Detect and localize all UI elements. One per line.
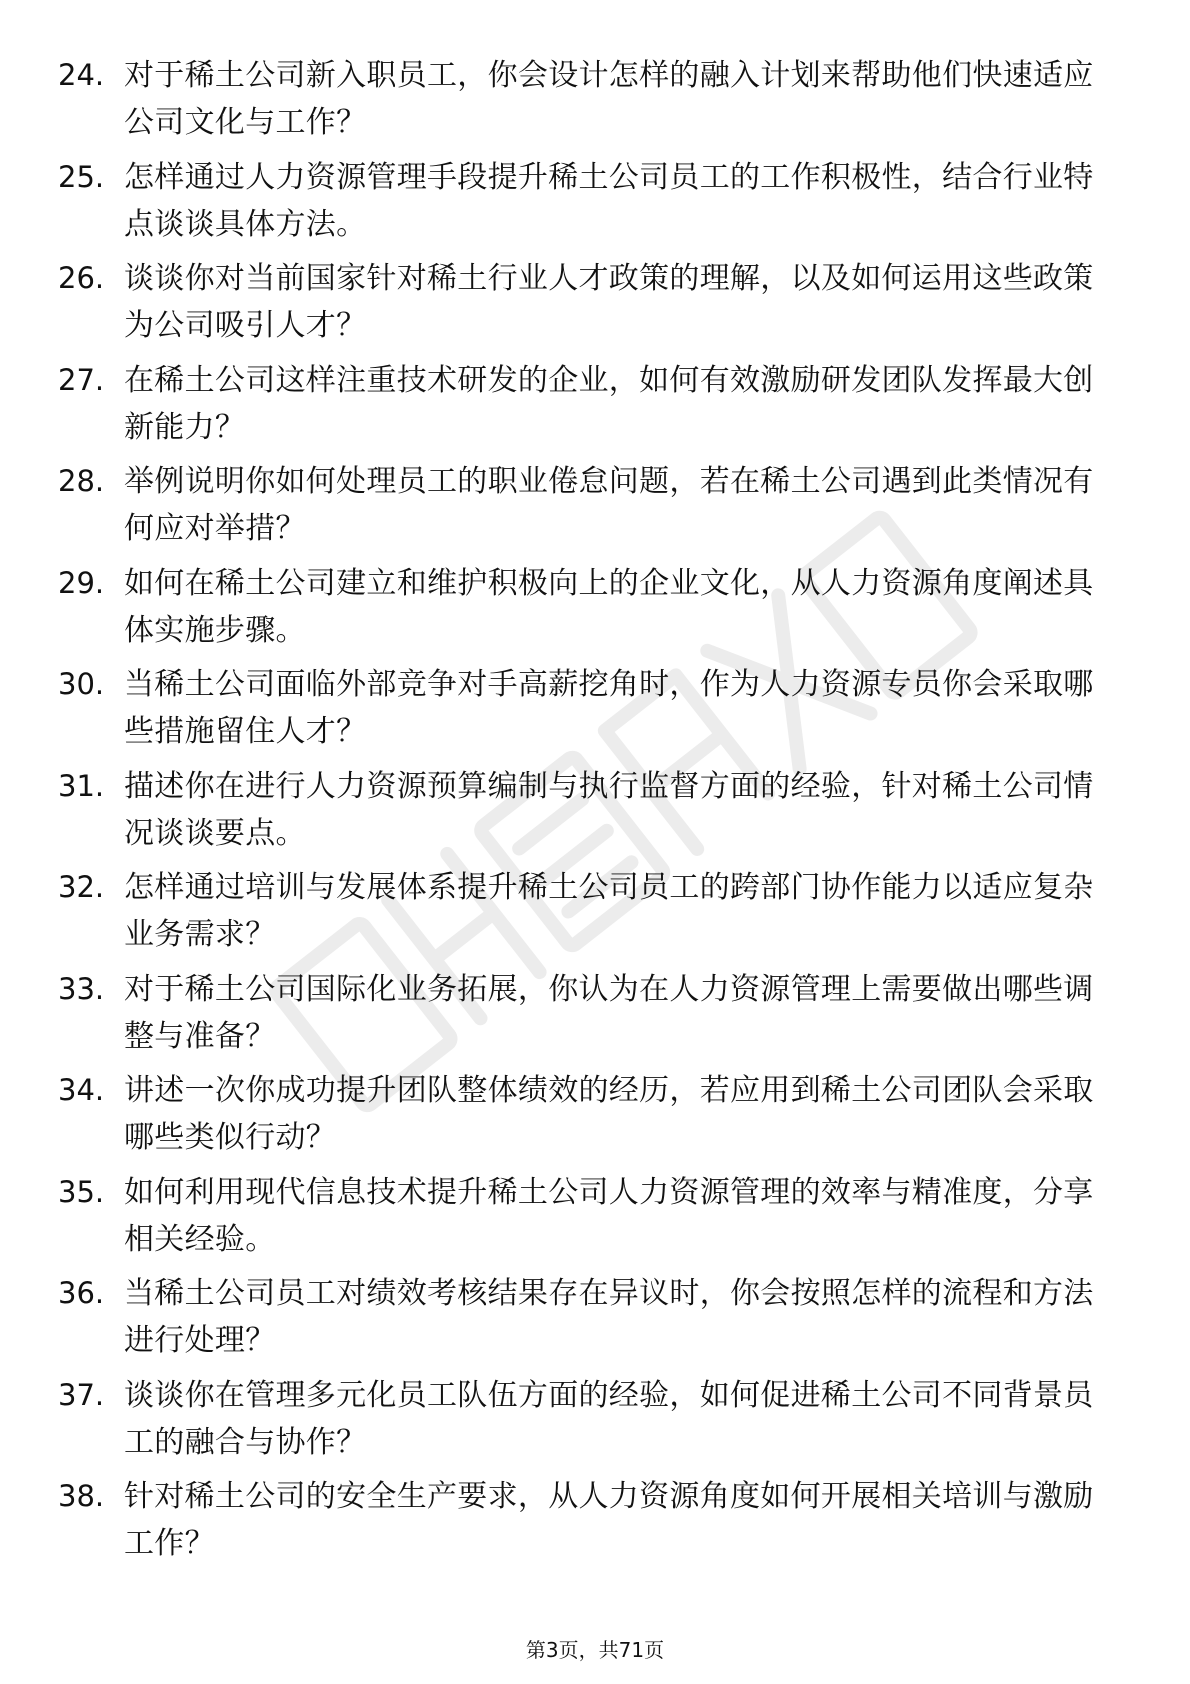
question-text: 谈谈你在管理多元化员工队伍方面的经验，如何促进稀土公司不同背景员工的融合与协作？ — [124, 1377, 1094, 1460]
question-item — [0, 1372, 1190, 1474]
page-number: 第3页，共71页 — [525, 1638, 665, 1662]
question-number: 30. — [58, 667, 105, 701]
question-number: 33. — [58, 971, 105, 1006]
question-text: 对于稀土公司新入职员工，你会设计怎样的融入计划来帮助他们快速适应公司文化与工作？ — [124, 58, 1094, 140]
question-item — [0, 763, 1190, 865]
question-number: 37. — [58, 1377, 105, 1412]
question-item — [0, 1067, 1190, 1169]
question-item — [0, 52, 1190, 154]
question-list — [0, 52, 1190, 1575]
question-text: 怎样通过培训与发展体系提升稀土公司员工的跨部门协作能力以适应复杂业务需求？ — [124, 870, 1094, 952]
question-number: 34. — [58, 1073, 105, 1107]
question-number: 25. — [58, 159, 105, 194]
question-item — [0, 864, 1190, 966]
question-item — [0, 1169, 1190, 1271]
question-number: 32. — [58, 870, 105, 904]
question-item — [0, 458, 1190, 560]
question-text: 在稀土公司这样注重技术研发的企业，如何有效激励研发团队发挥最大创新能力？ — [124, 362, 1094, 445]
question-number: 28. — [58, 464, 105, 498]
question-text: 针对稀土公司的安全生产要求，从人力资源角度如何开展相关培训与激励工作？ — [124, 1479, 1094, 1561]
question-number: 36. — [58, 1276, 105, 1310]
question-text: 对于稀土公司国际化业务拓展，你认为在人力资源管理上需要做出哪些调整与准备？ — [124, 971, 1094, 1054]
question-text: 讲述一次你成功提升团队整体绩效的经历，若应用到稀土公司团队会采取哪些类似行动？ — [124, 1073, 1094, 1155]
question-text: 怎样通过人力资源管理手段提升稀土公司员工的工作积极性，结合行业特点谈谈具体方法。 — [124, 159, 1094, 242]
question-item — [0, 357, 1190, 459]
question-text: 谈谈你对当前国家针对稀土行业人才政策的理解，以及如何运用这些政策为公司吸引人才？ — [124, 261, 1094, 343]
question-number: 26. — [58, 261, 105, 295]
question-text: 当稀土公司员工对绩效考核结果存在异议时，你会按照怎样的流程和方法进行处理？ — [124, 1276, 1094, 1358]
question-text: 举例说明你如何处理员工的职业倦怠问题，若在稀土公司遇到此类情况有何应对举措？ — [124, 464, 1094, 546]
question-text: 如何利用现代信息技术提升稀土公司人力资源管理的效率与精准度，分享相关经验。 — [124, 1174, 1094, 1257]
question-number: 29. — [58, 565, 105, 600]
question-item — [0, 1473, 1190, 1575]
question-item — [0, 1270, 1190, 1372]
question-item — [0, 255, 1190, 357]
question-text: 描述你在进行人力资源预算编制与执行监督方面的经验，针对稀土公司情况谈谈要点。 — [124, 768, 1094, 851]
question-number: 38. — [58, 1479, 105, 1513]
question-number: 31. — [58, 768, 105, 803]
question-text: 当稀土公司面临外部竞争对手高薪挖角时，作为人力资源专员你会采取哪些措施留住人才？ — [124, 667, 1094, 749]
question-item — [0, 966, 1190, 1068]
question-number: 24. — [58, 58, 105, 92]
question-number: 27. — [58, 362, 105, 397]
question-item — [0, 560, 1190, 662]
question-number: 35. — [58, 1174, 105, 1209]
question-item — [0, 154, 1190, 256]
question-item — [0, 661, 1190, 763]
question-text: 如何在稀土公司建立和维护积极向上的企业文化，从人力资源角度阐述具体实施步骤。 — [124, 565, 1094, 648]
